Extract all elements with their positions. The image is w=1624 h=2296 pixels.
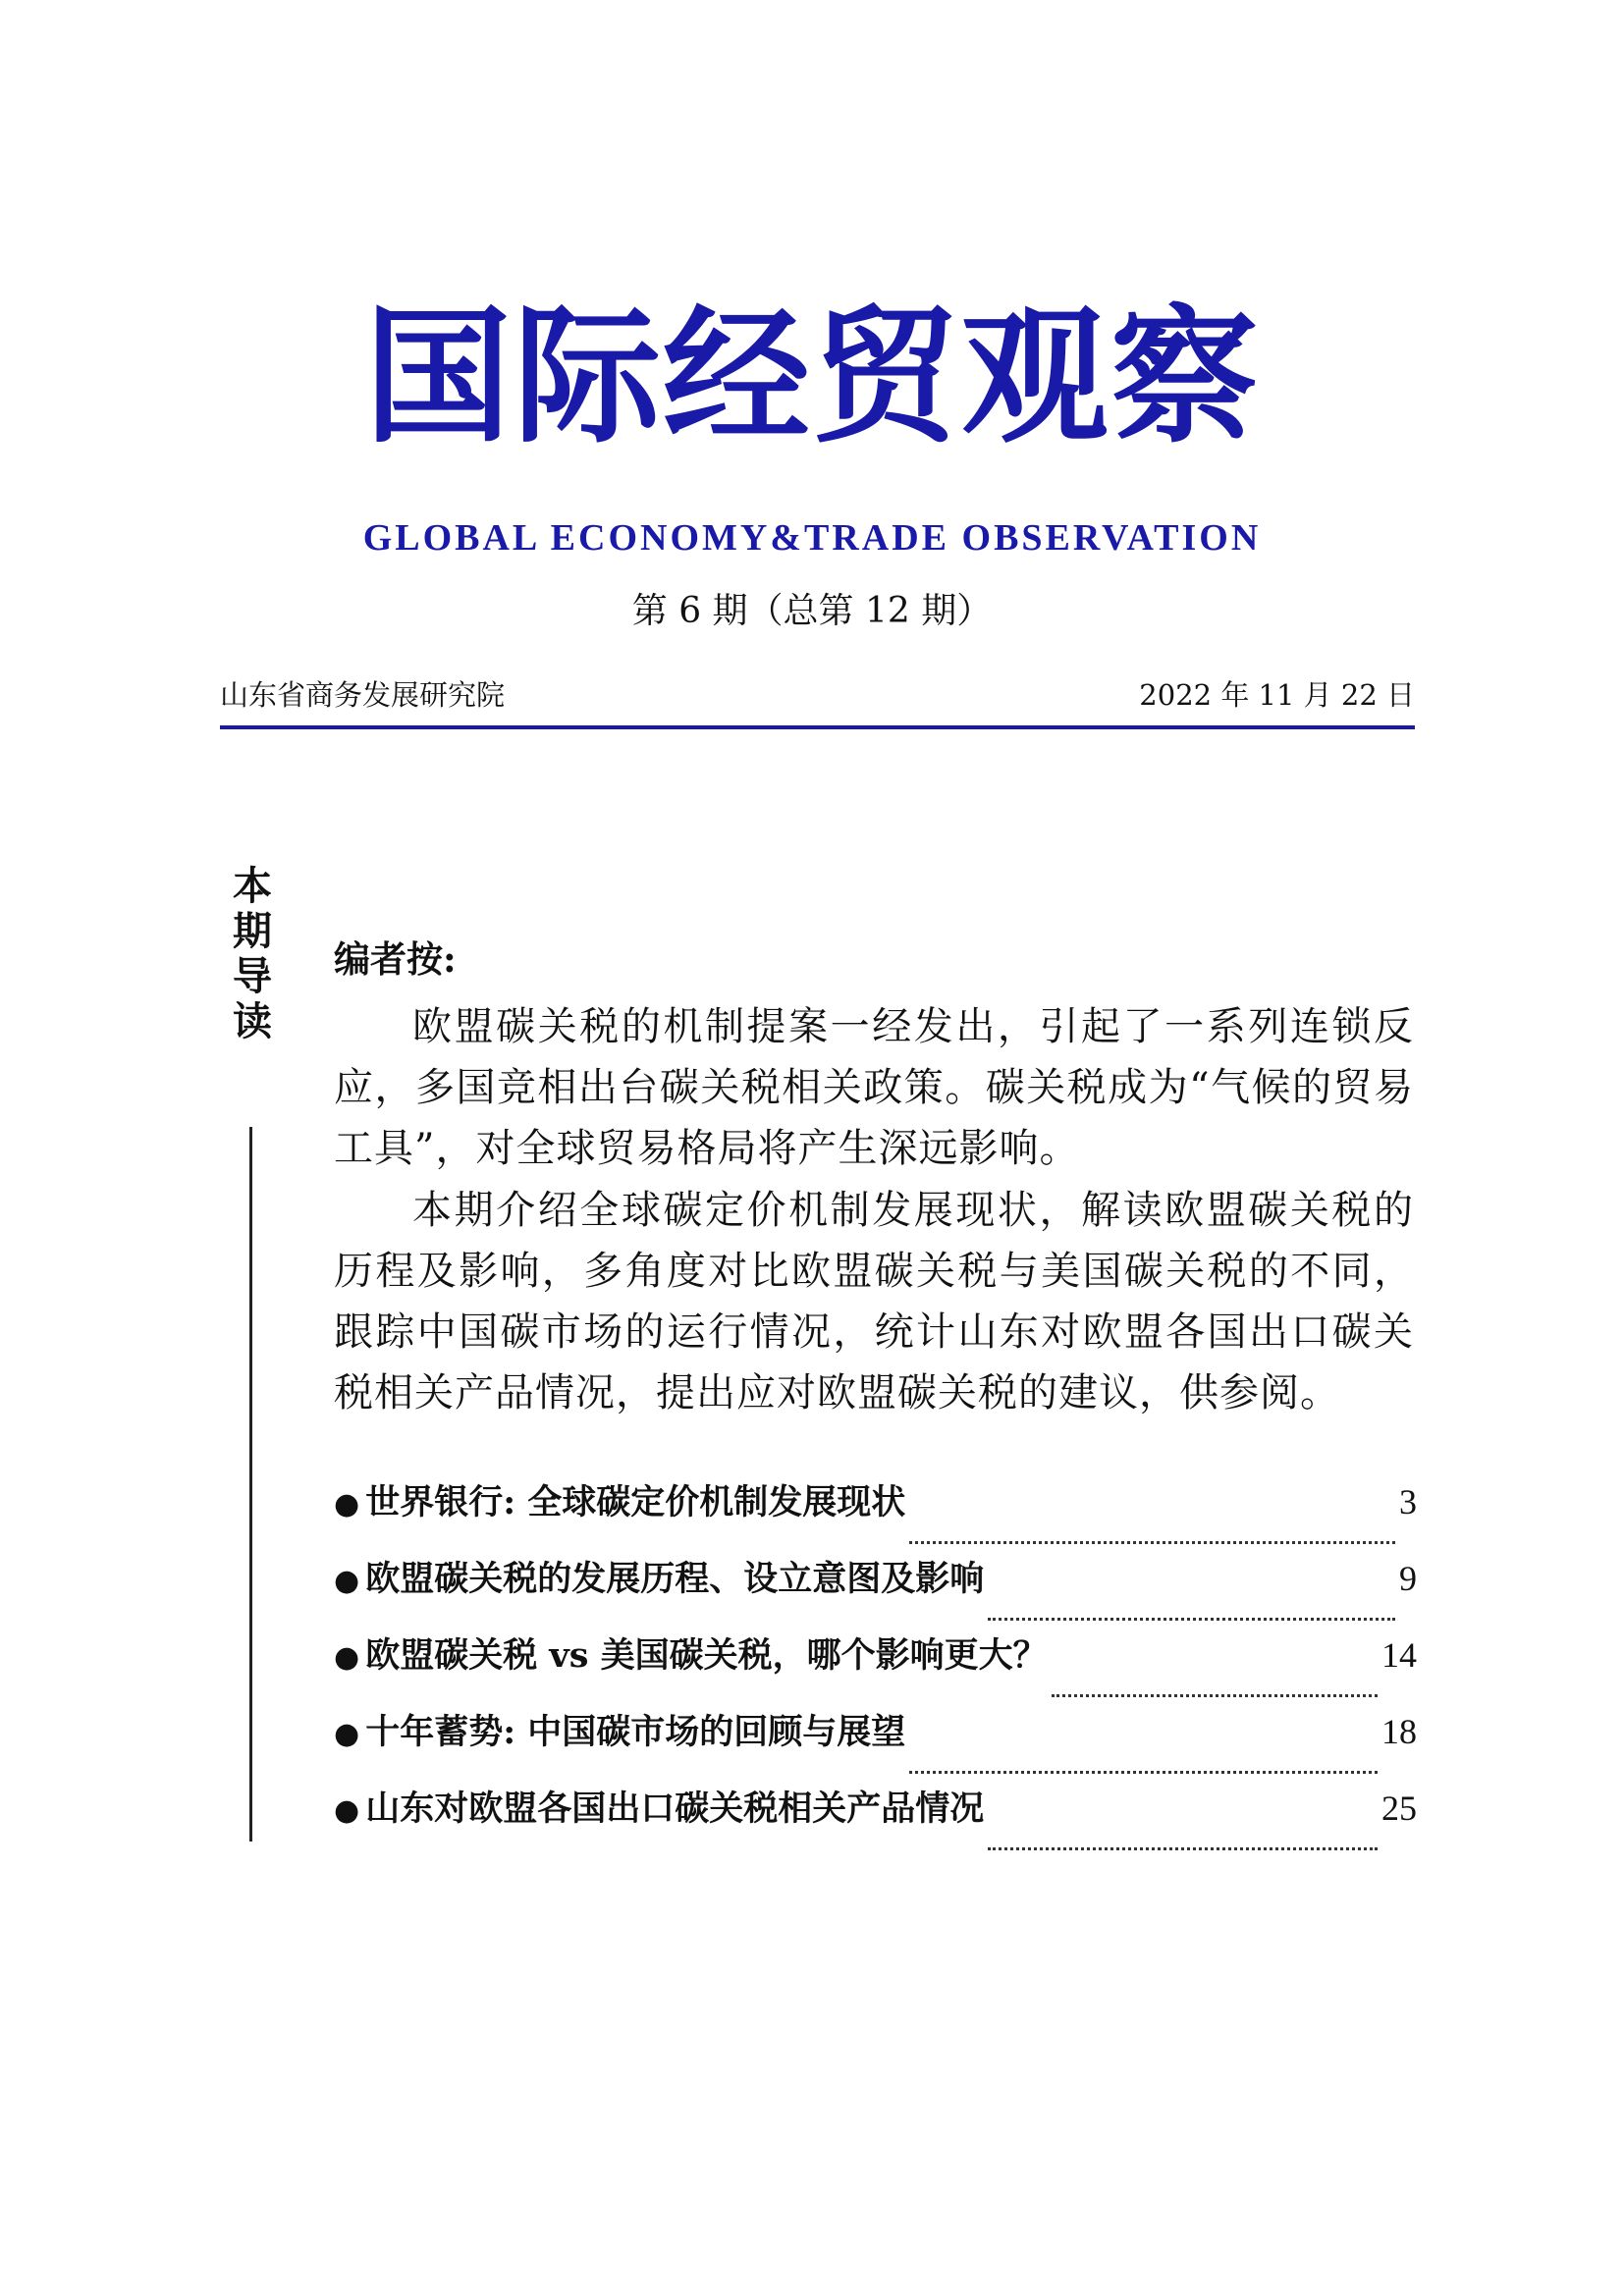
toc-item-title: 十年蓄势: 中国碳市场的回顾与展望	[365, 1712, 906, 1752]
bullet-icon: ●	[334, 1717, 360, 1751]
institution-name: 山东省商务发展研究院	[220, 678, 506, 712]
editor-note-paragraph-2: 本期介绍全球碳定价机制发展现状，解读欧盟碳关税的历程及影响，多角度对比欧盟碳关税与美国碳关税的不同，跟踪中国碳市场的运行情况，统计山东对欧盟各国出口碳关税相关产品情况，提出应对欧盟碳关税的建议，供参阅。	[334, 1188, 1414, 1415]
side-label	[228, 864, 277, 1044]
dot-leader	[909, 1540, 1395, 1544]
bullet-icon: ●	[334, 1640, 360, 1675]
dot-leader	[988, 1617, 1395, 1621]
bullet-icon: ●	[334, 1487, 360, 1522]
table-of-contents	[334, 1477, 1417, 1860]
toc-item-page: 14	[1381, 1635, 1417, 1675]
toc-item[interactable]	[334, 1554, 1417, 1630]
toc-item-title: 欧盟碳关税的发展历程、设立意图及影响	[365, 1559, 985, 1599]
dot-leader	[988, 1846, 1378, 1850]
publish-date: 2022 年 11 月 22 日	[1139, 678, 1415, 712]
toc-item[interactable]	[334, 1784, 1417, 1860]
toc-item-page: 18	[1381, 1712, 1417, 1751]
bullet-icon: ●	[334, 1564, 360, 1598]
journal-subtitle: GLOBAL ECONOMY&TRADE OBSERVATION	[362, 517, 1262, 559]
dot-leader	[909, 1770, 1378, 1774]
journal-title: 国际经贸观察	[363, 293, 1260, 463]
side-divider	[249, 1127, 252, 1842]
toc-item-page: 3	[1399, 1482, 1417, 1522]
side-label-char: 导	[233, 954, 272, 999]
publisher-line	[220, 675, 1415, 715]
toc-item[interactable]	[334, 1477, 1417, 1554]
side-label-char: 期	[233, 909, 272, 954]
dot-leader	[1052, 1693, 1378, 1697]
toc-item-title: 山东对欧盟各国出口碳关税相关产品情况	[365, 1789, 985, 1829]
header-rule	[220, 725, 1415, 729]
side-label-char: 读	[233, 999, 272, 1044]
toc-item[interactable]	[334, 1630, 1417, 1707]
editor-note-paragraph-1: 欧盟碳关税的机制提案一经发出，引起了一系列连锁反应，多国竞相出台碳关税相关政策。碳关税成为“气候的贸易工具”，对全球贸易格局将产生深远影响。	[334, 1004, 1414, 1171]
side-label-char: 本	[233, 864, 272, 909]
toc-item-page: 9	[1399, 1559, 1417, 1598]
editor-note-heading: 编者按:	[334, 937, 457, 981]
toc-item[interactable]	[334, 1707, 1417, 1784]
toc-item-title: 世界银行: 全球碳定价机制发展现状	[365, 1482, 906, 1522]
bullet-icon: ●	[334, 1793, 360, 1828]
toc-item-page: 25	[1381, 1789, 1417, 1828]
toc-item-title: 欧盟碳关税 vs 美国碳关税，哪个影响更大？	[365, 1635, 1048, 1676]
issue-number: 第 6 期（总第 12 期）	[631, 591, 993, 631]
